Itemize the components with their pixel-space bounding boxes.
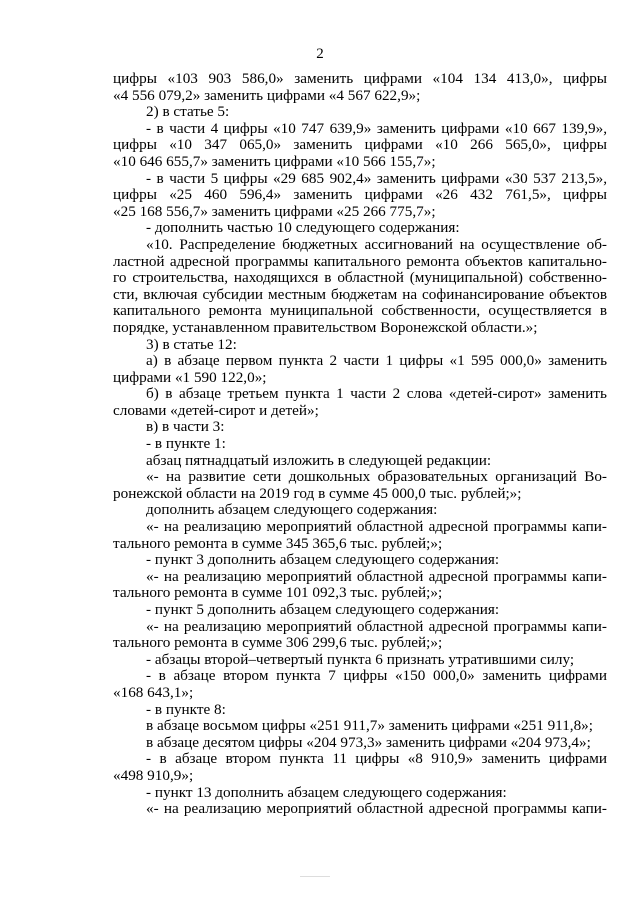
text-line: порядке, устанавленном правительством Воронежской области.»;	[113, 318, 538, 336]
text-line: сти, включая субсидии местным бюджетам на софинансирование объектов	[113, 285, 607, 303]
text-line: - пункт 3 дополнить абзацем следующего содержания:	[146, 551, 500, 569]
text-line: «- на реализацию мероприятий областной адресной программы капи-	[146, 518, 607, 536]
text-line: - в абзаце втором пункта 7 цифры «150 000,0» заменить цифрами	[146, 667, 607, 685]
text-line: - пункт 13 дополнить абзацем следующего содержания:	[146, 783, 507, 801]
text-line: - в абзаце втором пункта 11 цифры «8 910,9» заменить цифрами	[146, 750, 607, 768]
text-line: - абзацы второй–четвертый пункта 6 признать утратившими силу;	[146, 650, 575, 668]
text-line: тального ремонта в сумме 101 092,3 тыс. рублей;»;	[113, 584, 443, 602]
text-line: «- на реализацию мероприятий областной адресной программы капи-	[146, 617, 607, 635]
text-line: 2) в статье 5:	[146, 103, 230, 121]
text-line: цифры «10 347 065,0» заменить цифрами «10 266 565,0», цифры	[113, 136, 607, 154]
text-line: тального ремонта в сумме 345 365,6 тыс. рублей;»;	[113, 534, 443, 552]
text-line: абзац пятнадцатый изложить в следующей редакции:	[146, 451, 492, 469]
scan-mark	[300, 876, 330, 877]
text-line: «- на реализацию мероприятий областной адресной программы капи-	[146, 567, 607, 585]
text-line: цифры «103 903 586,0» заменить цифрами «104 134 413,0», цифры	[113, 70, 607, 87]
text-line: «10. Распределение бюджетных ассигнований на осуществление об-	[146, 235, 607, 253]
text-line: цифры «25 460 596,4» заменить цифрами «26 432 761,5», цифры	[113, 186, 607, 204]
text-line: - в части 4 цифры «10 747 639,9» заменить цифрами «10 667 139,9»,	[146, 119, 607, 137]
text-line: «- на развитие сети дошкольных образовательных организаций Во-	[146, 468, 607, 486]
text-line: - в пункте 1:	[146, 435, 226, 453]
text-line: «- на реализацию мероприятий областной адресной программы капи-	[146, 800, 607, 818]
text-line: словами «детей-сирот и детей»;	[113, 401, 319, 419]
text-line: а) в абзаце первом пункта 2 части 1 цифры «1 595 000,0» заменить	[146, 352, 607, 370]
text-line: тального ремонта в сумме 306 299,6 тыс. рублей;»;	[113, 634, 443, 652]
text-line: ластной адресной программы капитального ремонта объектов капитально-	[113, 252, 607, 270]
text-line: «25 168 556,7» заменить цифрами «25 266 775,7»;	[113, 202, 436, 220]
document-body	[113, 71, 607, 818]
page-number: 2	[316, 46, 324, 62]
text-line: дополнить абзацем следующего содержания:	[146, 501, 438, 519]
text-line: капитального ремонта муниципальной собственности, осуществляется в	[113, 302, 607, 320]
text-line: «10 646 655,7» заменить цифрами «10 566 155,7»;	[113, 152, 436, 170]
text-line: в) в части 3:	[146, 418, 225, 436]
text-line: 3) в статье 12:	[146, 335, 237, 353]
text-line: го строительства, находящихся в областной (муниципальной) собственно-	[113, 269, 607, 287]
text-line: в абзаце восьмом цифры «251 911,7» заменить цифрами «251 911,8»;	[146, 717, 593, 735]
text-line: «168 643,1»;	[113, 683, 194, 701]
text-line: - в части 5 цифры «29 685 902,4» заменить цифрами «30 537 213,5»,	[146, 169, 607, 187]
text-line: «4 556 079,2» заменить цифрами «4 567 622,9»;	[113, 86, 421, 104]
text-line: цифрами «1 590 122,0»;	[113, 368, 267, 386]
text-line: ронежской области на 2019 год в сумме 45 000,0 тыс. рублей;»;	[113, 484, 522, 502]
text-line: в абзаце десятом цифры «204 973,3» заменить цифрами «204 973,4»;	[146, 733, 591, 751]
text-line: - пункт 5 дополнить абзацем следующего содержания:	[146, 601, 500, 618]
text-line: - в пункте 8:	[146, 700, 226, 718]
text-line: - дополнить частью 10 следующего содержания:	[146, 219, 460, 237]
text-line: б) в абзаце третьем пункта 1 части 2 слова «детей-сирот» заменить	[146, 385, 607, 403]
text-line: «498 910,9»;	[113, 766, 194, 784]
